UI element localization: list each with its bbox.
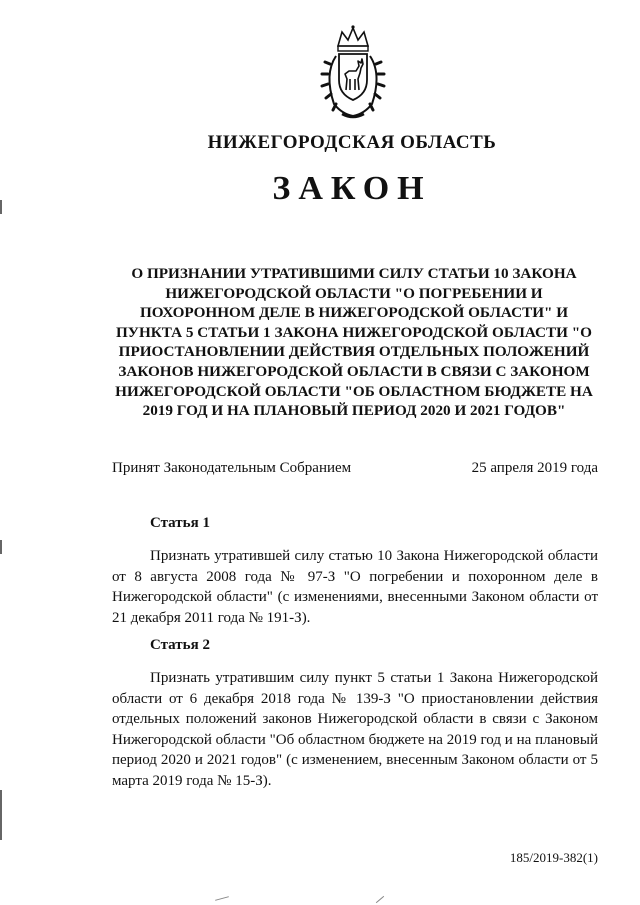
region-name: НИЖЕГОРОДСКАЯ ОБЛАСТЬ <box>207 132 497 153</box>
law-heading: О ПРИЗНАНИИ УТРАТИВШИМИ СИЛУ СТАТЬИ 10 ЗАКОНА НИЖЕГОРОДСКОЙ ОБЛАСТИ "О ПОГРЕБЕНИИ И ПОХОРОННОМ ДЕЛЕ В НИЖЕГОРОДСКОЙ ОБЛАСТИ" И ПУНКТА 5 СТАТЬИ 1 ЗАКОНА НИЖЕГОРОДСКОЙ ОБЛАСТИ "О ПРИОСТАНОВЛЕНИИ ДЕЙСТВИЯ ОТДЕЛЬНЫХ ПОЛОЖЕНИЙ ЗАКОНОВ НИЖЕГОРОДСКОЙ ОБЛАСТИ В СВЯЗИ С ЗАКОНОМ НИЖЕГОРОДСКОЙ ОБЛАСТИ "ОБ ОБЛАСТНОМ БЮДЖЕТЕ НА 2019 ГОД И НА ПЛАНОВЫЙ ПЕРИОД 2020 И 2021 ГОДОВ" <box>115 265 593 420</box>
article-2-heading: Статья 2 <box>150 637 210 653</box>
article-1-text: Признать утратившей силу статью 10 Закона Нижегородской области от 8 августа 2008 года № 97-З "О погребении и похоронном деле в Нижегородской области" (с изменениями, внесенными Законом области от 21 декабря 2011 года № 191-З). <box>112 548 598 626</box>
adoption-date: 25 апреля 2019 года <box>471 460 598 476</box>
scan-mark <box>215 896 229 901</box>
article-1-heading: Статья 1 <box>150 515 210 531</box>
scan-edge-mark <box>0 540 2 554</box>
document-type-title: ЗАКОН <box>272 170 432 207</box>
scan-mark <box>376 896 384 903</box>
coat-of-arms-icon <box>316 24 390 120</box>
adoption-label: Принят Законодательным Собранием <box>112 460 352 476</box>
registration-number: 185/2019-382(1) <box>509 850 598 865</box>
article-2-text: Признать утратившим силу пункт 5 статьи 1 Закона Нижегородской области от 6 декабря 2018 года № 139-З "О приостановлении действия отдельных положений законов Нижегородской области в связи с Законом Нижегородской области "Об областном бюджете на 2019 год и на плановый период 2020 и 2021 годов" (с изменением, внесенным Законом области от 5 марта 2019 года № 15-З). <box>112 670 598 789</box>
scan-edge-mark <box>0 790 2 840</box>
